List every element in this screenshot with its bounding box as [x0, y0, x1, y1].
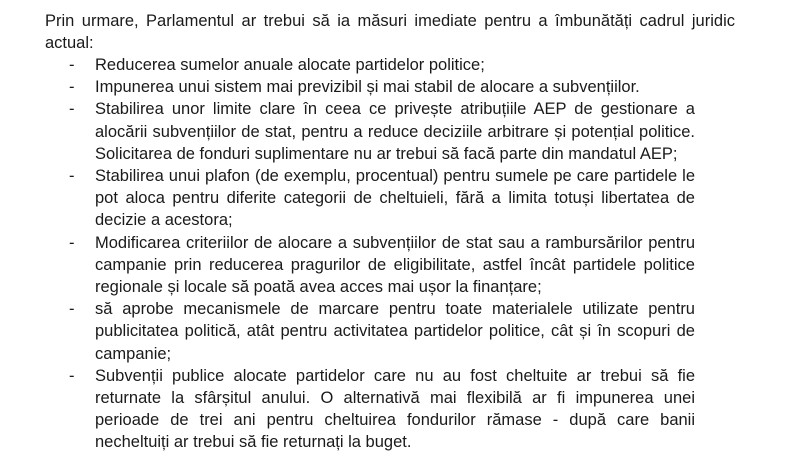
list-item-text: Subvenții publice alocate partidelor care nu au fost cheltuite ar trebui să fie returnate la sfârșitul anului. O alternativă mai flexibilă ar fi impunerea unei perioade de trei ani pentru cheltuirea fondurilor rămase - după care banii necheltuiți ar trebui să fie returnați la buget. [95, 366, 695, 452]
list-item-text: Stabilirea unor limite clare în ceea ce privește atribuțiile AEP de gestionare a alocării subvențiilor de stat, pentru a reduce deciziile arbitrare și potențial politice. Solicitarea de fonduri suplimentare nu ar trebui să facă parte din mandatul AEP; [95, 100, 695, 163]
list-bullet: - [69, 78, 75, 97]
list-item [0, 76, 800, 98]
list-item-text: Reducerea sumelor anuale alocate partidelor politice; [95, 56, 485, 74]
list-item [0, 232, 800, 299]
list-item-text: Stabilirea unui plafon (de exemplu, procentual) pentru sumele pe care partidele le pot aloca pentru diferite categorii de cheltuieli, fără a limita totuși libertatea de decizie a acestora; [95, 167, 695, 230]
list-item [0, 54, 800, 76]
list-item [0, 165, 800, 232]
list-bullet: - [69, 300, 75, 319]
measures-list [0, 54, 800, 454]
list-item-text: să aprobe mecanismele de marcare pentru toate materialele utilizate pentru publicitatea politică, atât pentru activitatea partidelor politice, cât și în scopuri de campanie; [95, 300, 695, 363]
list-bullet: - [69, 167, 75, 186]
list-bullet: - [69, 100, 75, 119]
intro-paragraph: Prin urmare, Parlamentul ar trebui să ia măsuri imediate pentru a îmbunătăți cadrul juridic actual: [45, 12, 735, 53]
list-bullet: - [69, 233, 75, 252]
list-item [0, 98, 800, 165]
list-item-text: Modificarea criteriilor de alocare a subvențiilor de stat sau a rambursărilor pentru campanie prin reducerea pragurilor de eligibilitate, astfel încât partidele politice regionale și locale să poată avea acces mai ușor la finanțare; [95, 233, 695, 297]
list-item [0, 298, 800, 365]
list-item-text: Impunerea unui sistem mai previzibil și mai stabil de alocare a subvențiilor. [95, 78, 640, 97]
list-item [0, 365, 800, 454]
list-bullet: - [69, 56, 75, 74]
list-bullet: - [69, 366, 75, 385]
